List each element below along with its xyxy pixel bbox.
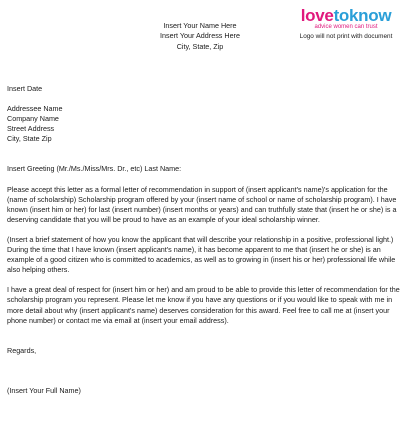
letter-paragraph: (Insert a brief statement of how you know the applicant that will describe your relationship in a positive, professional light.) During the time that I have known (insert applicant's name), it has become apparent to me that (insert he or she) is an example of a good citizen who is committed to academics, as well as to growing in (insert his or her) professional life while also helping others. [7, 234, 396, 275]
sender-city: City, State, Zip [176, 41, 224, 51]
addressee-line: Company Name [7, 114, 59, 124]
letter-paragraph: I have a great deal of respect for (insert him or her) and am proud to be able to provide this letter of recommendation for the scholarship program you represent. Please let me know if you have any questions or if you would like to speak with me in more detail about why (insert applicant's name) deserves consideration for this award. Feel free to call me at (insert your phone number) or contact me via email at (insert your email address). [7, 285, 400, 325]
addressee-line: Street Address [7, 124, 55, 134]
sender-header [100, 21, 300, 52]
lovetoknow-logo [288, 7, 404, 41]
logo-tagline: advice women can trust [314, 24, 378, 30]
sender-name: Insert Your Name Here [163, 21, 237, 30]
letter-closing: Regards, [7, 345, 37, 355]
logo-word-rest: toknow [333, 6, 392, 25]
letter-signature: (Insert Your Full Name) [7, 385, 81, 395]
addressee-line: Addressee Name [7, 104, 63, 114]
logo-word-love: love [300, 6, 334, 25]
logo-wordmark [288, 7, 404, 25]
letter-body [7, 84, 403, 396]
logo-print-note: Logo will not print with document [299, 33, 393, 40]
letter-date: Insert Date [7, 84, 43, 93]
letter-greeting: Insert Greeting (Mr./Ms./Miss/Mrs. Dr., etc) Last Name: [7, 164, 182, 174]
addressee-line: City, State Zip [7, 134, 52, 144]
addressee-block [7, 104, 403, 144]
letter-paragraph: Please accept this letter as a formal letter of recommendation in support of (insert applicant's name)'s application for the (name of scholarship) Scholarship program offered by your (insert name of school or name of scholarship program). I have known (insert him or her) for last (insert number) (insert months or years) and can truthfully state that (insert he or she) is a deserving candidate that you will be proud to have as an example of your ideal scholarship winner. [7, 184, 397, 224]
sender-address: Insert Your Address Here [160, 31, 240, 41]
